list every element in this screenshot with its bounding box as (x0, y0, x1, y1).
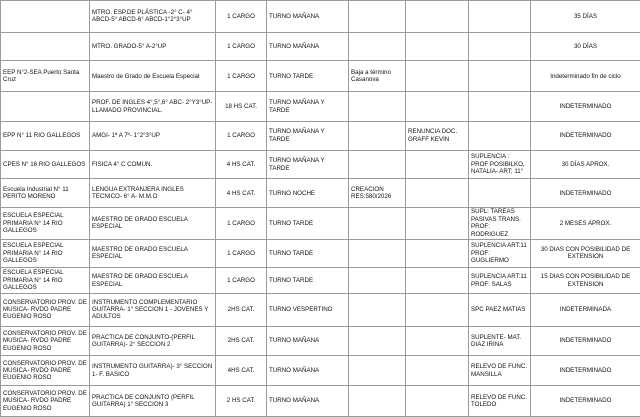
position-cell: PROF. DE INGLES 4°,5°,6° ABC- 2°Y3°UP- LLAMADO PROVINCIAL. (90, 92, 216, 122)
hours-cell: 18 HS CAT. (216, 92, 267, 122)
position-cell: AMGI- 1ª A 7º- 1°2°3°UP (90, 121, 216, 150)
shift-cell: TURNO MAÑANA (267, 386, 349, 417)
hours-cell: 1 CARGO (216, 1, 267, 33)
reason-cell (469, 179, 531, 208)
table-row (1, 239, 640, 268)
shift-cell: TURNO MAÑANA (267, 32, 349, 61)
school-cell: ESCUELA ESPECIAL PRIMARIA N° 14 RIO GALLEGOS (1, 239, 90, 268)
note-cell: Baja a término Casanova (349, 61, 406, 92)
duration-cell: 15 DIAS CON POSIBILIDAD DE EXTENSION (531, 268, 640, 294)
note-cell (406, 239, 469, 268)
shift-cell: TURNO MAÑANA Y TARDE (267, 121, 349, 150)
position-cell: MAESTRO DE GRADO ESCUELA ESPECIAL (90, 239, 216, 268)
hours-cell: 4 HS CAT. (216, 150, 267, 179)
table-body (1, 1, 640, 417)
note-cell (349, 32, 406, 61)
table-row (1, 92, 640, 122)
school-cell (1, 32, 90, 61)
duration-cell: INDETERMINADA (531, 293, 640, 326)
note-cell (349, 208, 406, 239)
shift-cell: TURNO MAÑANA Y TARDE (267, 92, 349, 122)
school-cell: CPES N° 16 RIO GALLEGOS (1, 150, 90, 179)
position-cell: MTRO. GRADO-5° A-2°UP (90, 32, 216, 61)
note-cell (406, 326, 469, 356)
note-cell (406, 386, 469, 417)
reason-cell: SUPL: TAREAS PASIVAS TRANS. PROF: RODRIGUEZ (469, 208, 531, 239)
school-cell: EEP N°2-SEA Puerto Santa Cruz (1, 61, 90, 92)
shift-cell: TURNO MAÑANA (267, 326, 349, 356)
note-cell (406, 293, 469, 326)
duration-cell: 30 DIAS CON POSIBILIDAD DE EXTENSION (531, 239, 640, 268)
hours-cell: 1 CARGO (216, 208, 267, 239)
note-cell (349, 92, 406, 122)
table-row (1, 386, 640, 417)
note-cell (349, 239, 406, 268)
school-cell: ESCUELA ESPECIAL PRIMARIA N° 14 RIO GALLEGOS (1, 208, 90, 239)
hours-cell: 4HS CAT. (216, 356, 267, 386)
reason-cell: SUPLENCIA ART:11 PROF: SALAS (469, 268, 531, 294)
table-row (1, 326, 640, 356)
duration-cell: INDETERMINADO (531, 92, 640, 122)
note-cell (349, 121, 406, 150)
school-cell: CONSERVATORIO PROV. DE MUSICA- RVDO PADRE EUGENIO ROSO (1, 356, 90, 386)
note-cell (406, 268, 469, 294)
table-row (1, 179, 640, 208)
position-cell: Maestro de Grado de Escuela Especial (90, 61, 216, 92)
duration-cell: Indeterminado fin de ciclo (531, 61, 640, 92)
duration-cell: INDETERMINADO (531, 356, 640, 386)
note-cell (349, 356, 406, 386)
position-cell: LENGUA EXTRANJERA INGLES TECNICO- 6° A- M.M.O (90, 179, 216, 208)
shift-cell: TURNO TARDE (267, 239, 349, 268)
position-cell: INSTRUMENTO GUITARRA)- 3° SECCION 1- F. BASICO (90, 356, 216, 386)
duration-cell: INDETERMINADO (531, 121, 640, 150)
table-row (1, 32, 640, 61)
duration-cell: INDETERMINADO (531, 326, 640, 356)
hours-cell: 1 CARGO (216, 239, 267, 268)
shift-cell: TURNO NOCHE (267, 179, 349, 208)
note-cell (406, 150, 469, 179)
school-cell: CONSERVATORIO PROV. DE MUSICA- RVDO PADRE EUGENIO ROSO (1, 293, 90, 326)
reason-cell: SUPLENCIA ART:11 PROF: GUGLIERMO (469, 239, 531, 268)
note-cell: RENUNCIA DOC. GRAFF KEVIN (406, 121, 469, 150)
school-cell (1, 92, 90, 122)
table-row (1, 1, 640, 33)
note-cell (349, 326, 406, 356)
table-row (1, 150, 640, 179)
table-row (1, 208, 640, 239)
position-cell: PRACTICA DE CONJUNTO (PERFIL GUITARRA) 1° SECCION 3 (90, 386, 216, 417)
table-row (1, 293, 640, 326)
reason-cell: SUPLENTE- MAT. DIAZ IRINA (469, 326, 531, 356)
school-cell (1, 1, 90, 33)
note-cell (406, 32, 469, 61)
table-row (1, 356, 640, 386)
duration-cell: INDETERMINADO (531, 179, 640, 208)
reason-cell (469, 1, 531, 33)
reason-cell: RELEVO DE FUNC. MANSILLA (469, 356, 531, 386)
note-cell (406, 1, 469, 33)
table-row (1, 268, 640, 294)
position-cell: INSTRUMENTO COMPLEMENTARIO GUITARRA- 1° SECCION 1 - JOVENES Y ADULTOS (90, 293, 216, 326)
note-cell (406, 61, 469, 92)
hours-cell: 1 CARGO (216, 32, 267, 61)
duration-cell: INDETERMINADO (531, 386, 640, 417)
duration-cell: 30 DÍAS (531, 32, 640, 61)
note-cell (406, 92, 469, 122)
hours-cell: 2HS CAT. (216, 326, 267, 356)
shift-cell: TURNO MAÑANA (267, 356, 349, 386)
school-cell: ESCUELA ESPECIAL PRIMARIA N° 14 RIO GALLEGOS (1, 268, 90, 294)
school-cell: CONSERVATORIO PROV. DE MUSICA- RVDO PADRE EUGENIO ROSO (1, 386, 90, 417)
position-cell: FISICA 4° C COMUN. (90, 150, 216, 179)
position-cell: MTRO. ESP.DE PLÁSTICA -2° C- 4° ABCD-5° ABCD-6° ABCD-1°2°3°UP (90, 1, 216, 33)
hours-cell: 1 CARGO (216, 268, 267, 294)
table-row (1, 121, 640, 150)
reason-cell: SUPLENCIA : PROF POSIBILKO, NATALIA- ART; 11° (469, 150, 531, 179)
reason-cell (469, 61, 531, 92)
position-cell: PRACTICA DE CONJUNTO-(PERFIL GUITARRA)- 2° SECCION 2 (90, 326, 216, 356)
duration-cell: 30 DÍAS APROX. (531, 150, 640, 179)
shift-cell: TURNO MAÑANA (267, 1, 349, 33)
shift-cell: TURNO TARDE (267, 61, 349, 92)
shift-cell: TURNO MAÑANA Y TARDE (267, 150, 349, 179)
hours-cell: 1 CARGO (216, 121, 267, 150)
note-cell (349, 150, 406, 179)
note-cell (406, 208, 469, 239)
note-cell (349, 293, 406, 326)
hours-cell: 2 HS CAT. (216, 386, 267, 417)
position-cell: MAESTRO DE GRADO ESCUELA ESPECIAL (90, 268, 216, 294)
note-cell (406, 356, 469, 386)
shift-cell: TURNO TARDE (267, 208, 349, 239)
table-row (1, 61, 640, 92)
school-cell: CONSERVATORIO PROV. DE MUSICA- RVDO PADRE EUGENIO ROSO (1, 326, 90, 356)
reason-cell (469, 92, 531, 122)
hours-cell: 1 CARGO (216, 61, 267, 92)
school-cell: EPP N° 11 RIO GALLEGOS (1, 121, 90, 150)
note-cell (349, 386, 406, 417)
duration-cell: 35 DÍAS (531, 1, 640, 33)
note-cell (349, 1, 406, 33)
hours-cell: 2HS CAT. (216, 293, 267, 326)
reason-cell: RELEVO DE FUNC. TOLEDO (469, 386, 531, 417)
reason-cell (469, 121, 531, 150)
hours-cell: 4 HS CAT. (216, 179, 267, 208)
note-cell (406, 179, 469, 208)
reason-cell: SPC PAEZ MATIAS (469, 293, 531, 326)
duration-cell: 2 MESES APROX. (531, 208, 640, 239)
shift-cell: TURNO TARDE (267, 268, 349, 294)
reason-cell (469, 32, 531, 61)
note-cell (349, 268, 406, 294)
shift-cell: TURNO VESPERTINO (267, 293, 349, 326)
position-cell: MAESTRO DE GRADO ESCUELA ESPECIAL (90, 208, 216, 239)
school-cell: Escuela Industrial N° 11 PERITO MORENO (1, 179, 90, 208)
note-cell: CREACION RES:580/2026 (349, 179, 406, 208)
